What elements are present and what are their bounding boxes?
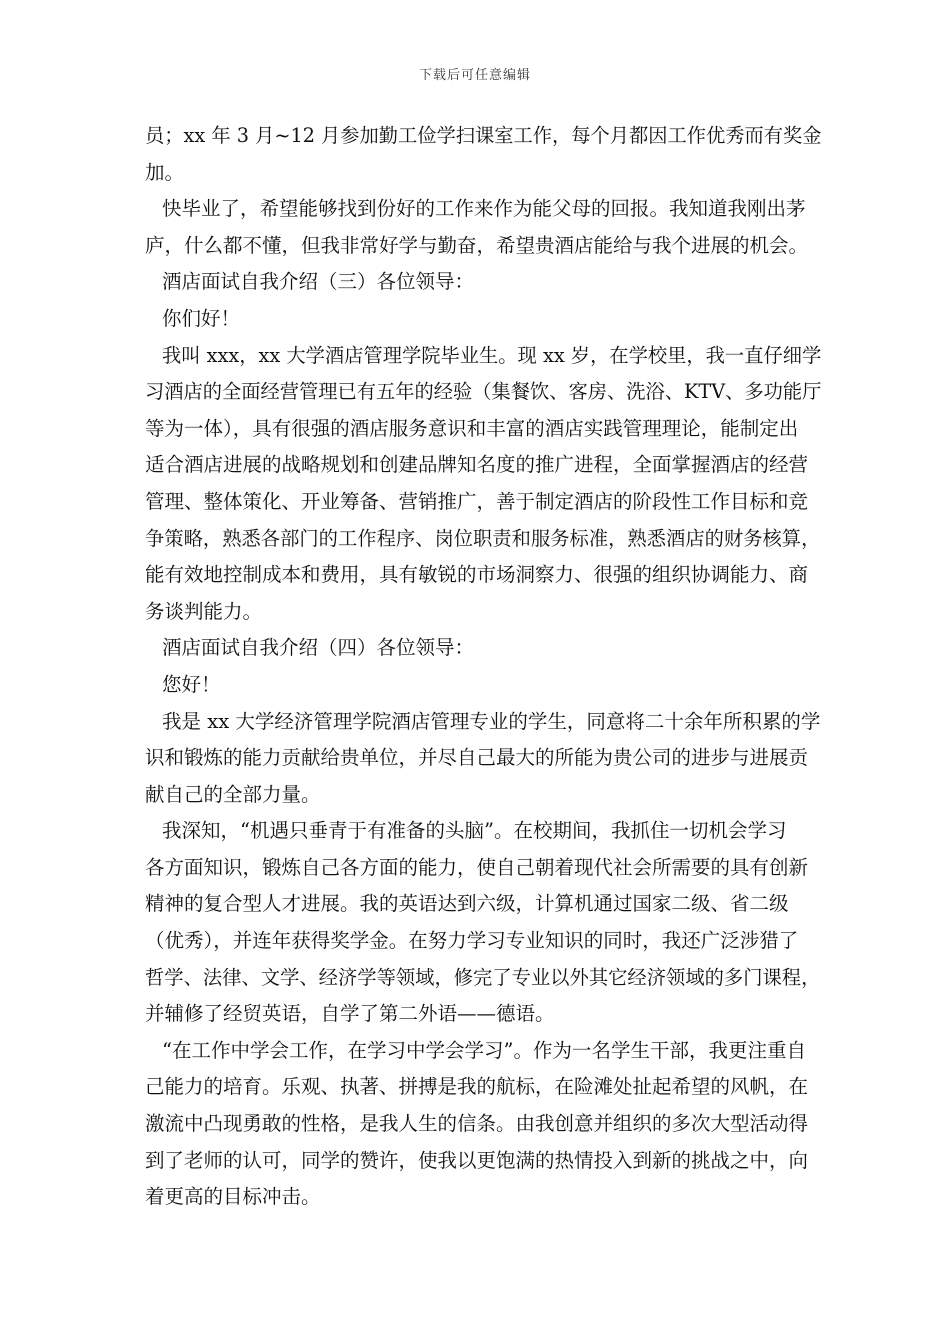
text-line: 各方面知识，锻炼自己各方面的能力，使自己朝着现代社会所需要的具有创新 (145, 855, 809, 879)
text-line: 争策略，熟悉各部门的工作程序、岗位职责和服务标准，熟悉酒店的财务核算， (145, 526, 821, 550)
text-line: 务谈判能力。 (145, 599, 263, 623)
text-line: 适合酒店进展的战略规划和创建品牌知名度的推广进程，全面掌握酒店的经营 (145, 453, 809, 477)
text-line: 到了老师的认可，同学的赞许，使我以更饱满的热情投入到新的挑战之中，向 (145, 1148, 809, 1172)
text-line: 我叫 xxx，xx 大学酒店管理学院毕业生。现 xx 岁，在学校里，我一直仔细学 (162, 343, 822, 367)
text-line: 快毕业了，希望能够找到份好的工作来作为能父母的回报。我知道我刚出茅 (162, 197, 806, 221)
text-line: 能有效地控制成本和费用，具有敏锐的市场洞察力、很强的组织协调能力、商 (145, 563, 809, 587)
text-line: 您好！ (162, 672, 221, 696)
text-line: （优秀），并连年获得奖学金。在努力学习专业知识的同时，我还广泛涉猎了 (145, 929, 799, 953)
text-line: 着更高的目标冲击。 (145, 1185, 321, 1209)
text-line: 并辅修了经贸英语，自学了第二外语——德语。 (145, 1002, 555, 1026)
text-line: 管理、整体策化、开业筹备、营销推广，善于制定酒店的阶段性工作目标和竞 (145, 489, 809, 513)
page-header-note: 下载后可任意编辑 (418, 68, 531, 83)
text-line: 我深知，“机遇只垂青于有准备的头脑”。在校期间，我抓住一切机会学习 (162, 819, 787, 843)
text-line: 你们好！ (162, 306, 241, 330)
text-line: 己能力的培育。乐观、执著、拼搏是我的航标，在险滩处扯起希望的风帆，在 (145, 1075, 809, 1099)
text-line: 酒店面试自我介绍（四）各位领导： (162, 636, 475, 660)
document-body (145, 118, 825, 1216)
text-line: 精神的复合型人才进展。我的英语达到六级，计算机通过国家二级、省二级 (145, 892, 789, 916)
text-line: 激流中凸现勇敢的性格，是我人生的信条。由我创意并组织的多次大型活动得 (145, 1112, 809, 1136)
text-line: 员；xx 年 3 月~12 月参加勤工俭学扫课室工作，每个月都因工作优秀而有奖金 (145, 124, 822, 147)
text-line: 哲学、法律、文学、经济学等领域，修完了专业以外其它经济领域的多门课程， (145, 965, 821, 989)
text-line: 庐，什么都不懂，但我非常好学与勤奋，希望贵酒店能给与我个进展的机会。 (145, 233, 809, 257)
text-line: 等为一体），具有很强的酒店服务意识和丰富的酒店实践管理理论，能制定出 (145, 416, 799, 440)
text-line: 习酒店的全面经营管理已有五年的经验（集餐饮、客房、洗浴、KTV、多功能厅 (145, 380, 822, 404)
text-line: 加。 (145, 160, 185, 184)
text-line: 我是 xx 大学经济管理学院酒店管理专业的学生，同意将二十余年所积累的学 (162, 709, 821, 733)
text-line: 识和锻炼的能力贡献给贵单位，并尽自己最大的所能为贵公司的进步与进展贡 (145, 746, 809, 770)
text-line: 酒店面试自我介绍（三）各位领导： (162, 270, 475, 294)
text-line: 献自己的全部力量。 (145, 782, 321, 806)
text-line: “在工作中学会工作，在学习中学会学习”。作为一名学生干部，我更注重自 (162, 1038, 806, 1062)
